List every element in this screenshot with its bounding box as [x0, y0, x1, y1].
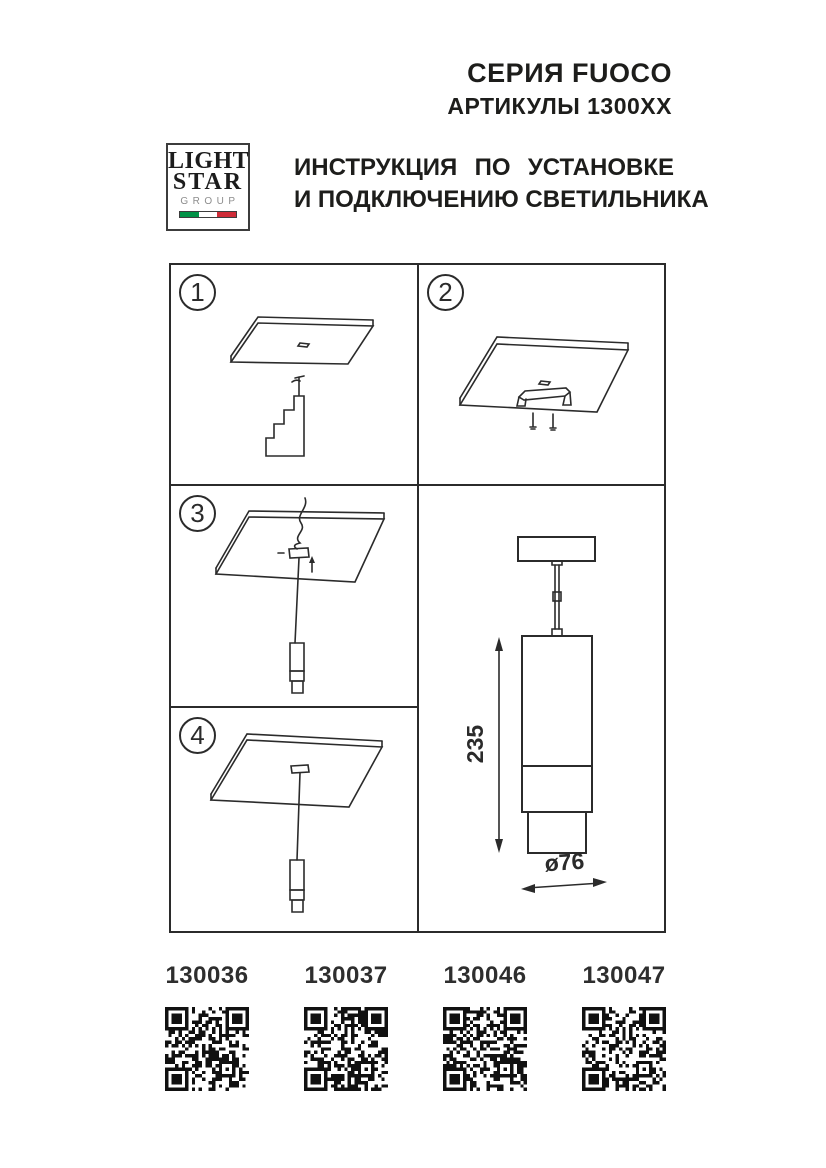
flag-green-segment [180, 212, 199, 217]
page-title [294, 152, 709, 216]
articles-title: АРТИКУЛЫ 1300XX [447, 93, 672, 119]
article-item [443, 962, 527, 1091]
step-3-cell [171, 486, 419, 708]
step-4-badge: 4 [179, 717, 216, 754]
page-title-line1: ИНСТРУКЦИЯ ПО УСТАНОВКЕ [294, 154, 674, 181]
article-code-label: 130037 [304, 962, 388, 989]
lamp-dimension-drawing [419, 486, 664, 931]
qr-code [165, 1007, 249, 1091]
qr-code [443, 1007, 527, 1091]
logo-word-light: LIGHT [168, 148, 250, 174]
height-dimension-label: 235 [462, 724, 488, 764]
series-title: СЕРИЯ FUOCO [467, 58, 672, 88]
article-item [165, 962, 249, 1091]
article-code-label: 130047 [582, 962, 666, 989]
step-3-badge: 3 [179, 495, 216, 532]
step-2-cell [419, 265, 664, 486]
article-qr-section [165, 962, 666, 1091]
article-item [582, 962, 666, 1091]
dimension-panel [419, 486, 664, 931]
article-code-label: 130036 [165, 962, 249, 989]
flag-white-segment [199, 212, 218, 217]
logo-word-star: STAR [172, 169, 244, 195]
lightstar-logo [166, 143, 250, 231]
diameter-dimension-label: ø76 [543, 847, 586, 877]
step-4-cell [171, 708, 419, 931]
logo-word-group: GROUP [180, 196, 240, 207]
article-code-label: 130046 [443, 962, 527, 989]
step-2-badge: 2 [427, 274, 464, 311]
qr-code [582, 1007, 666, 1091]
italian-flag-icon [179, 211, 237, 218]
step-1-badge: 1 [179, 274, 216, 311]
page-title-line2: И ПОДКЛЮЧЕНИЮ СВЕТИЛЬНИКА [294, 186, 709, 213]
article-item [304, 962, 388, 1091]
qr-code [304, 1007, 388, 1091]
flag-red-segment [217, 212, 236, 217]
steps-grid [169, 263, 666, 933]
step-1-cell [171, 265, 419, 486]
